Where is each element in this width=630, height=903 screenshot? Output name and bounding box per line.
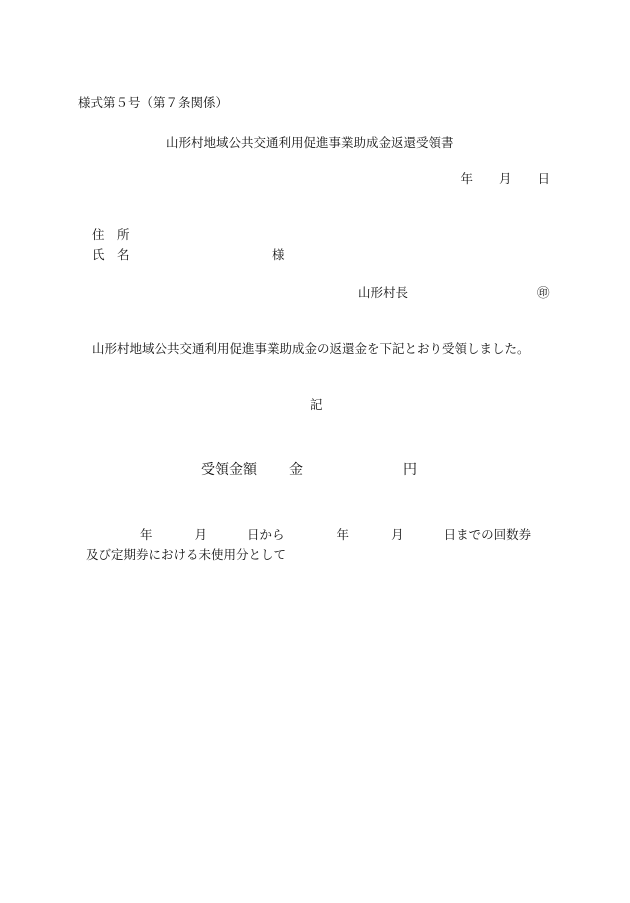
amount-label: 受領金額 bbox=[201, 462, 257, 478]
receipt-statement: 山形村地域公共交通利用促進事業助成金の返還金を下記とおり受領しました。 bbox=[92, 341, 530, 356]
date-year: 年 bbox=[460, 171, 473, 186]
period-until: 日までの回数券 bbox=[443, 527, 532, 542]
amount-yen: 円 bbox=[403, 462, 417, 478]
form-number: 様式第５号（第７条関係） bbox=[78, 95, 229, 110]
period-from: 日から bbox=[247, 527, 285, 542]
issuer-title: 山形村長 bbox=[358, 285, 409, 300]
period-month-1: 月 bbox=[194, 527, 208, 542]
period-line-1 bbox=[140, 527, 531, 543]
document-title: 山形村地域公共交通利用促進事業助成金返還受領書 bbox=[166, 135, 454, 150]
period-line-2: 及び定期券における未使用分として bbox=[86, 547, 287, 562]
address-label: 住 所 bbox=[92, 227, 130, 242]
date-month: 月 bbox=[498, 171, 512, 186]
amount-row bbox=[201, 461, 417, 479]
ki-heading: 記 bbox=[310, 397, 323, 412]
period-year-2: 年 bbox=[336, 527, 350, 542]
seal-mark: ㊞ bbox=[537, 285, 550, 300]
date-day: 日 bbox=[537, 171, 550, 186]
period-year-1: 年 bbox=[140, 527, 153, 542]
honorific-sama: 様 bbox=[272, 247, 285, 262]
date-line bbox=[460, 171, 550, 187]
name-label: 氏 名 bbox=[92, 247, 130, 262]
amount-kin: 金 bbox=[289, 462, 303, 478]
period-month-2: 月 bbox=[391, 527, 404, 542]
